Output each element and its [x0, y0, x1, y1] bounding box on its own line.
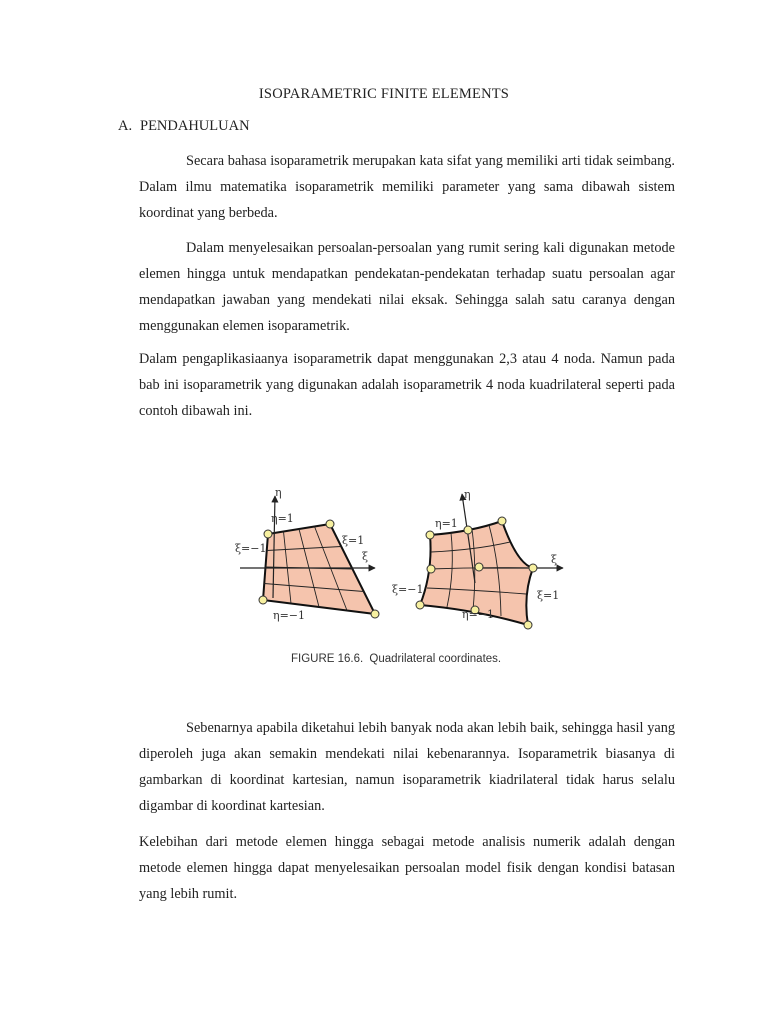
right-node-8 — [427, 565, 435, 573]
paragraph-2: Dalam menyelesaikan persoalan-persoalan yang rumit sering kali digunakan metode elemen hingga untuk mendapatkan pendekatan-pendekatan terhadap suatu persoalan agar mendapatkan jawaban yang mendekati nilai eksak. Sehingga salah satu caranya dengan menggunakan elemen isoparametrik. — [139, 240, 675, 334]
right-eta-pos-label: η=1 — [435, 517, 458, 530]
right-xi-pos-label: ξ=1 — [537, 589, 560, 602]
paragraph-1: Secara bahasa isoparametrik merupakan kata sifat yang memiliki arti tidak seimbang. Dalam ilmu matematika isoparametrik memiliki parameter yang sama dibawah sistem koordinat yang berbeda. — [139, 153, 675, 221]
left-eta-pos-label: η=1 — [271, 512, 294, 525]
quadrilateral-figure — [225, 478, 585, 673]
right-node-2 — [464, 526, 472, 534]
left-node-1 — [264, 530, 272, 538]
left-element — [235, 486, 379, 622]
section-title: PENDAHULUAN — [140, 118, 250, 134]
right-eta-axis-label: η — [464, 488, 471, 501]
left-xi-neg-label: ξ=−1 — [235, 542, 267, 555]
right-eta-neg-label: η=−1 — [462, 608, 495, 621]
left-xi-axis-label: ξ — [362, 550, 369, 563]
right-node-1 — [426, 531, 434, 539]
paragraph-3: Dalam pengaplikasiaanya isoparametrik dapat menggunakan 2,3 atau 4 noda. Namun pada bab ini isoparametrik yang digunakan adalah isoparametrik 4 noda kuadrilateral seperti pada contoh dibawah ini. — [139, 351, 675, 419]
right-element — [392, 488, 563, 629]
left-xi-pos-label: ξ=1 — [342, 534, 365, 547]
left-node-3 — [371, 610, 379, 618]
figure-svg — [225, 478, 585, 673]
left-node-4 — [259, 596, 267, 604]
section-number: A. — [118, 118, 133, 134]
document-title: ISOPARAMETRIC FINITE ELEMENTS — [258, 86, 510, 102]
left-eta-neg-label: η=−1 — [273, 609, 306, 622]
right-node-9 — [475, 563, 483, 571]
right-xi-neg-label: ξ=−1 — [392, 583, 424, 596]
figure-caption — [291, 653, 501, 665]
paragraph-4: Sebenarnya apabila diketahui lebih banyak noda akan lebih baik, sehingga hasil yang diperoleh juga akan semakin mendekati nilai kebenarannya. Isoparametrik biasanya di gambarkan di koordinat kartesian, namun isoparametrik kiadrilateral tidak harus selalu digambar di koordinat kartesian. — [139, 720, 675, 814]
right-node-5 — [524, 621, 532, 629]
paragraph-5: Kelebihan dari metode elemen hingga sebagai metode analisis numerik adalah dengan metode elemen hingga dapat menyelesaikan persoalan model fisik dengan kondisi batasan yang lebih rumit. — [139, 834, 675, 902]
section-heading — [118, 118, 250, 135]
left-node-2 — [326, 520, 334, 528]
right-node-3 — [498, 517, 506, 525]
figure-caption-text: Quadrilateral coordinates. — [369, 653, 502, 665]
right-node-7 — [416, 601, 424, 609]
right-node-4 — [529, 564, 537, 572]
left-eta-axis-label: η — [275, 486, 282, 499]
figure-caption-prefix: FIGURE 16.6. — [291, 653, 364, 665]
right-xi-axis-label: ξ — [551, 553, 558, 566]
